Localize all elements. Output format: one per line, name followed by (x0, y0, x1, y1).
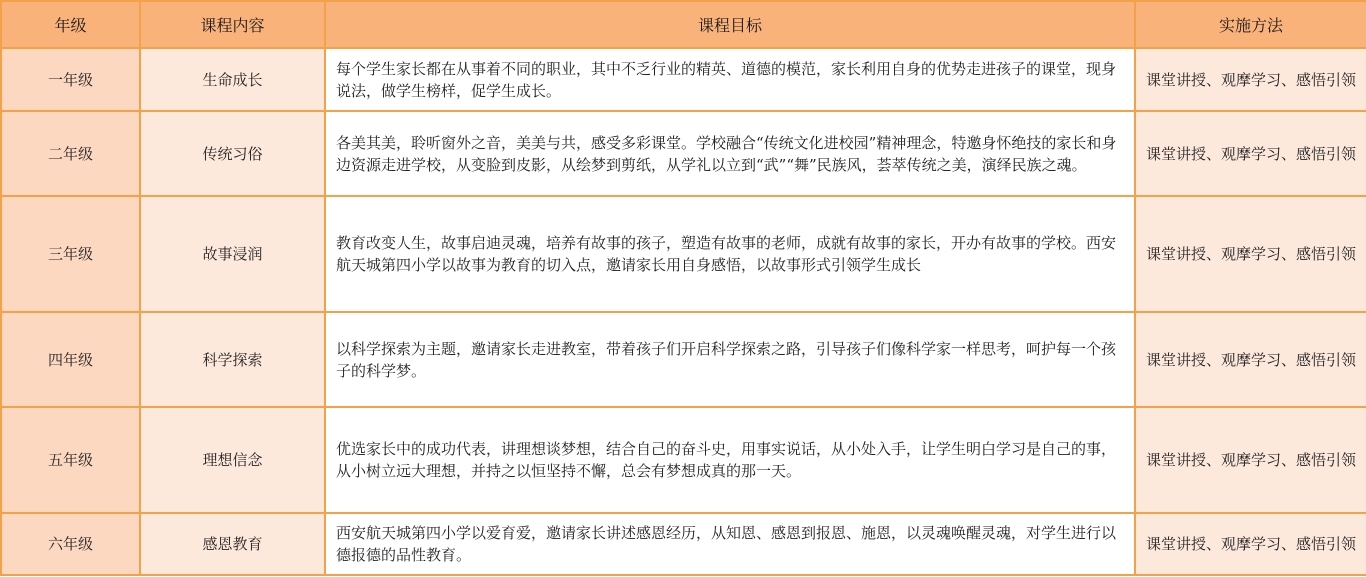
table-row (1, 111, 1366, 196)
content-cell: 理想信念 (140, 407, 325, 513)
content-cell: 生命成长 (140, 48, 325, 111)
method-cell: 课堂讲授、观摩学习、感悟引领 (1135, 407, 1366, 513)
goal-cell: 教育改变人生，故事启迪灵魂，培养有故事的孩子，塑造有故事的老师，成就有故事的家长，开办有故事的学校。西安航天城第四小学以故事为教育的切入点，邀请家长用自身感悟，以故事形式引领学生成长 (325, 196, 1135, 312)
grade-cell: 四年级 (1, 312, 140, 407)
method-cell: 课堂讲授、观摩学习、感悟引领 (1135, 111, 1366, 196)
header-method: 实施方法 (1135, 1, 1366, 48)
grade-cell: 二年级 (1, 111, 140, 196)
goal-cell: 西安航天城第四小学以爱育爱，邀请家长讲述感恩经历，从知恩、感恩到报恩、施恩，以灵魂唤醒灵魂，对学生进行以德报德的品性教育。 (325, 513, 1135, 575)
content-cell: 传统习俗 (140, 111, 325, 196)
content-cell: 故事浸润 (140, 196, 325, 312)
header-row (1, 1, 1366, 48)
header-content: 课程内容 (140, 1, 325, 48)
table-row (1, 312, 1366, 407)
grade-cell: 一年级 (1, 48, 140, 111)
method-cell: 课堂讲授、观摩学习、感悟引领 (1135, 48, 1366, 111)
grade-cell: 六年级 (1, 513, 140, 575)
table-row (1, 196, 1366, 312)
header-goal: 课程目标 (325, 1, 1135, 48)
content-cell: 科学探索 (140, 312, 325, 407)
content-cell: 感恩教育 (140, 513, 325, 575)
goal-cell: 每个学生家长都在从事着不同的职业，其中不乏行业的精英、道德的模范，家长利用自身的优势走进孩子的课堂，现身说法，做学生榜样，促学生成长。 (325, 48, 1135, 111)
method-cell: 课堂讲授、观摩学习、感悟引领 (1135, 312, 1366, 407)
table-row (1, 407, 1366, 513)
goal-cell: 以科学探索为主题，邀请家长走进教室，带着孩子们开启科学探索之路，引导孩子们像科学家一样思考，呵护每一个孩子的科学梦。 (325, 312, 1135, 407)
goal-cell: 各美其美，聆听窗外之音，美美与共，感受多彩课堂。学校融合“传统文化进校园”精神理念，特邀身怀绝技的家长和身边资源走进学校，从变脸到皮影，从绘梦到剪纸，从学礼以立到“武”“舞”民族风，荟萃传统之美，演绎民族之魂。 (325, 111, 1135, 196)
table-row (1, 48, 1366, 111)
header-grade: 年级 (1, 1, 140, 48)
goal-cell: 优选家长中的成功代表，讲理想谈梦想，结合自己的奋斗史，用事实说话，从小处入手，让学生明白学习是自己的事，从小树立远大理想，并持之以恒坚持不懈，总会有梦想成真的那一天。 (325, 407, 1135, 513)
method-cell: 课堂讲授、观摩学习、感悟引领 (1135, 513, 1366, 575)
method-cell: 课堂讲授、观摩学习、感悟引领 (1135, 196, 1366, 312)
table-row (1, 513, 1366, 575)
grade-cell: 五年级 (1, 407, 140, 513)
grade-cell: 三年级 (1, 196, 140, 312)
